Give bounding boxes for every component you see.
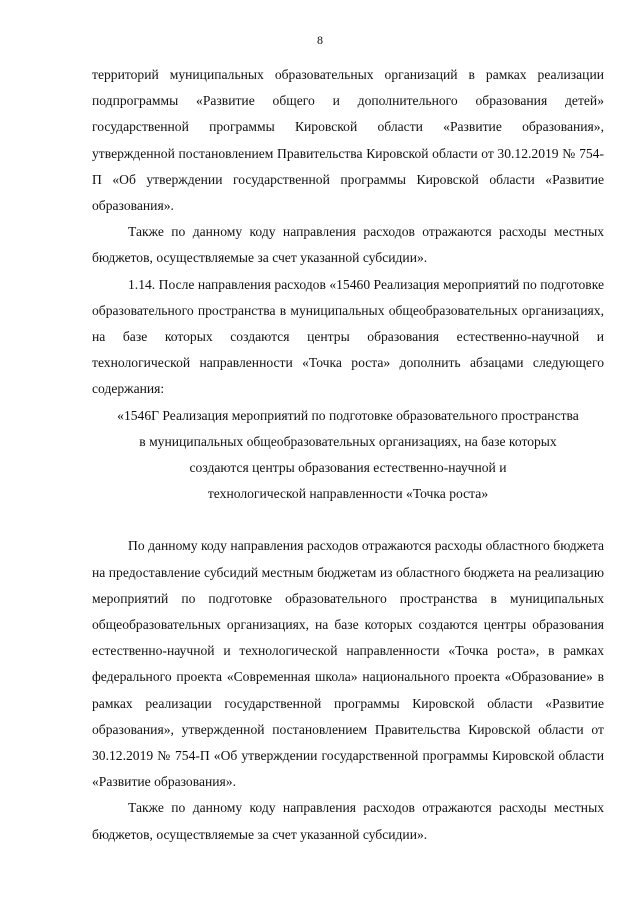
heading-line: «1546Г Реализация мероприятий по подготовке образовательного пространства xyxy=(117,407,579,423)
heading-line: создаются центры образования естественно-научной и xyxy=(189,460,507,476)
document-body xyxy=(92,62,604,848)
paragraph-expense-description: По данному коду направления расходов отражаются расходы областного бюджета на предоставление субсидий местным бюджетам из областного бюджета на реализацию мероприятий по подготовке образовательного пространства в муниципальных общеобразовательных организациях, на базе которых создаются центры образования естественно-научной и технологической направленности «Точка роста», в рамках федерального проекта «Современная школа» национального проекта «Образование» в рамках реализации государственной программы Кировской области «Развитие образования», утвержденной постановлением Правительства Кировской области от 30.12.2019 № 754-П «Об утверждении государственной программы Кировской области «Развитие образования». xyxy=(92,538,604,790)
page-number: 8 xyxy=(317,33,323,47)
paragraph-local-budgets-note: Также по данному коду направления расходов отражаются расходы местных бюджетов, осуществляемые за счет указанной субсидии». xyxy=(92,800,604,842)
heading-line: в муниципальных общеобразовательных организациях, на базе которых xyxy=(139,433,557,449)
paragraph-continuation: территорий муниципальных образовательных организаций в рамках реализации подпрограммы «Развитие общего и дополнительного образования детей» государственной программы Кировской области «Развитие образования», утвержденной постановлением Правительства Кировской области от 30.12.2019 № 754-П «Об утверждении государственной программы Кировской области «Развитие образования». xyxy=(92,67,604,214)
expense-code-heading xyxy=(80,403,616,508)
paragraph-item-1-14: 1.14. После направления расходов «15460 Реализация мероприятий по подготовке образовательного пространства в муниципальных общеобразовательных организациях, на базе которых создаются центры образования естественно-научной и технологической направленности «Точка роста» дополнить абзацами следующего содержания: xyxy=(92,276,604,397)
paragraph-local-budgets-note: Также по данному коду направления расходов отражаются расходы местных бюджетов, осуществляемые за счет указанной субсидии». xyxy=(92,224,604,266)
heading-line: технологической направленности «Точка роста» xyxy=(207,486,489,502)
blank-line xyxy=(92,507,604,533)
